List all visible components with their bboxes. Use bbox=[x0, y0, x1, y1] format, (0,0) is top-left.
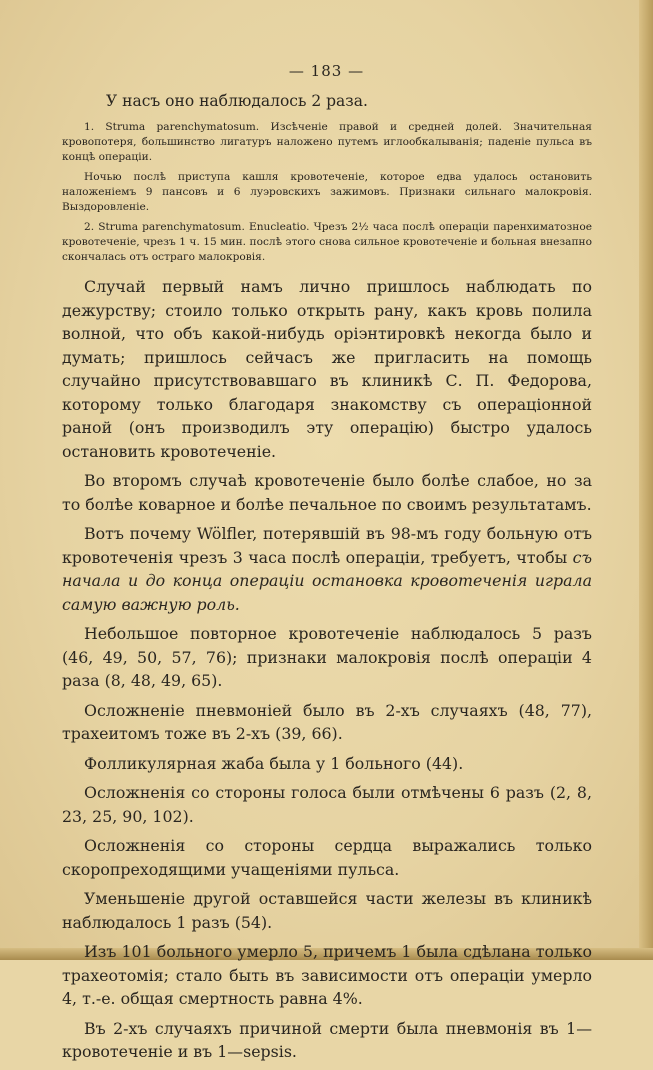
page-number: — 183 — bbox=[288, 62, 365, 80]
case-1-note: 1. Struma parenchymatosum. Изсѣченіе правой и средней долей. Значительная кровопотеря, большинство лигатуръ наложено путемъ иглообкалыванія; паденіе пульса въ концѣ операціи. bbox=[62, 121, 592, 163]
paragraph-2: Во второмъ случаѣ кровотеченіе было болѣе слабое, но за то болѣе коварное и болѣе печальное по своимъ результатамъ. bbox=[62, 471, 592, 514]
paragraph-9: Уменьшеніе другой оставшейся части железы въ клиникѣ наблюдалось 1 разъ (54). bbox=[62, 889, 592, 932]
paragraph-1: Случай первый намъ лично пришлось наблюдать по дежурству; стоило только открыть рану, какъ кровь полила волной, что объ какой-нибудь оріэнтировкѣ некогда было и думать; пришлось сейчасъ же пригласить на помощь случайно присутствовавшаго въ клиникѣ С. П. Федорова, которому только благодаря знакомству съ операціонной раной (онъ произвoдилъ эту операцію) быстро удалось остановить кровотеченіе. bbox=[62, 277, 592, 461]
page-text bbox=[62, 92, 592, 1070]
paragraph-11: Въ 2-хъ случаяхъ причиной смерти была пневмонія въ 1—кровотеченіе и въ 1—sepsis. bbox=[62, 1018, 592, 1061]
lead-sentence: У насъ оно наблюдалось 2 раза. bbox=[106, 92, 368, 110]
paragraph-3-emphasis: съ начала и до конца операціи остановка кровотеченія играла самую важную роль. bbox=[62, 547, 592, 614]
paragraph-4: Небольшое повторное кровотеченіе наблюдалось 5 разъ (46, 49, 50, 57, 76); признаки малокровія послѣ операціи 4 раза (8, 48, 49, 65). bbox=[62, 624, 592, 690]
page-edge-right bbox=[639, 0, 653, 960]
case-2-note: 2. Struma parenchymatosum. Enucleatio. Чрезъ 2½ часа послѣ операціи паренхиматозное кровотеченіе, чрезъ 1 ч. 15 мин. послѣ этого снова сильное кровотеченіе и больная внезапно скончалась отъ остраго малокровія. bbox=[62, 221, 592, 263]
paragraph-6: Фолликулярная жаба была у 1 больного (44). bbox=[84, 753, 464, 773]
case-1-continuation: Ночью послѣ приступа кашля кровотеченіе, которое едва удалось остановить наложеніемъ 9 пансовъ и 6 луэровскихъ зажимовъ. Признаки сильнаго малокровія. Выздоровленіе. bbox=[62, 171, 592, 213]
paragraph-3-text: Вотъ почему Wölfler, потерявшій въ 98-мъ году больную отъ кровотеченія чрезъ 3 часа послѣ операціи, требуетъ, чтобы bbox=[62, 524, 592, 567]
paragraph-8: Осложненія со стороны сердца выражались только скоропреходящими учащеніями пульса. bbox=[62, 836, 592, 879]
paragraph-5: Осложненіе пневмоніей было въ 2-хъ случаяхъ (48, 77), трахеитомъ тоже въ 2-хъ (39, 66). bbox=[62, 700, 592, 743]
paragraph-7: Осложненія со стороны голоса были отмѣчены 6 разъ (2, 8, 23, 25, 90, 102). bbox=[62, 783, 592, 826]
paragraph-10: Изъ 101 больного умерло 5, причемъ 1 была сдѣлана только трахеотомія; стало быть въ зависимости отъ операціи умерло 4, т.-е. общая смертность равна 4%. bbox=[62, 942, 592, 1008]
paragraph-3 bbox=[62, 522, 592, 616]
